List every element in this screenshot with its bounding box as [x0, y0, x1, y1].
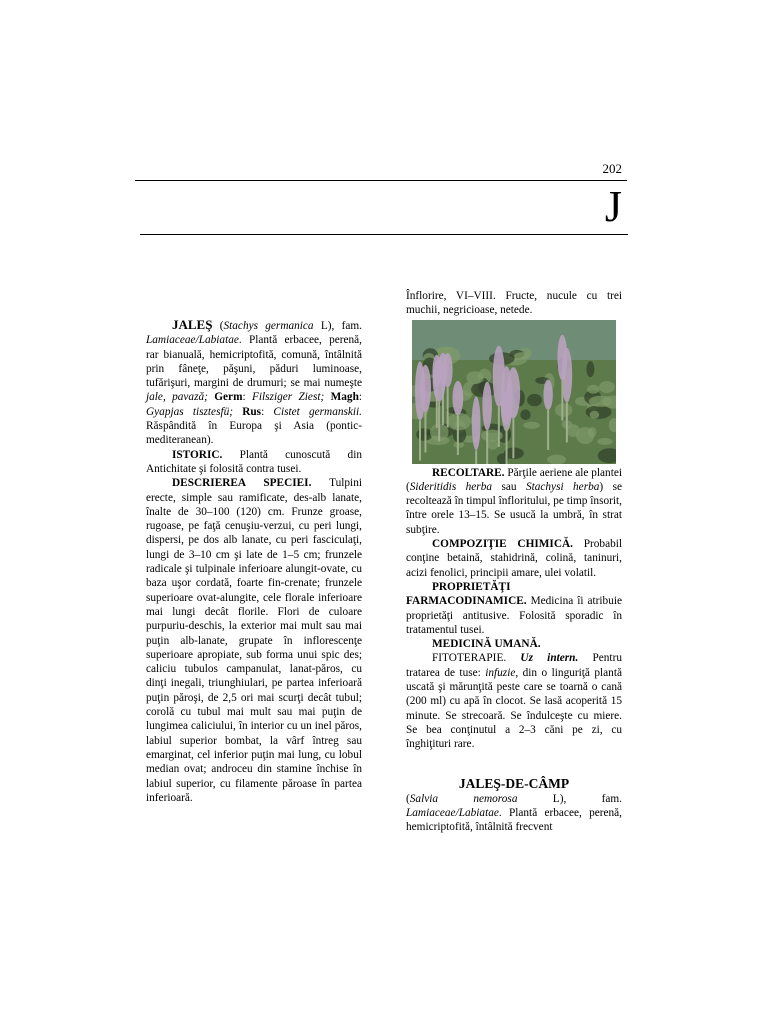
leaf-shape — [587, 384, 599, 393]
leaf-shape — [514, 352, 530, 360]
text-run: Filsziger Ziest; — [251, 391, 325, 404]
text-run: Lamiaceae/Labiatae — [146, 334, 239, 347]
istoric-heading: ISTORIC. — [172, 448, 223, 461]
text-run: : — [358, 391, 362, 404]
spike — [452, 381, 463, 415]
text-run: Salvia nemorosa — [409, 792, 518, 805]
entry-title-jales-de-camp: JALEŞ-DE-CÂMP — [458, 775, 570, 791]
text-run: . Plantă erbacee, perenă, hemicriptofită, întâlnită frecvent — [406, 806, 622, 834]
entry-jales-intro — [146, 318, 362, 448]
proprietati-heading-line1 — [406, 580, 622, 594]
compozitie-text: Probabil conţine betaină, stahidrină, colină, taninuri, acizi fenolici, principii amare, ulei volatil. — [406, 538, 623, 579]
entry2-runs — [406, 793, 622, 834]
leaf-shape — [487, 439, 498, 449]
spike — [557, 334, 567, 380]
leaf-shape — [597, 438, 612, 445]
entry-title-jales: JALEŞ — [172, 317, 213, 332]
section-letter: J — [604, 182, 622, 231]
text-run: Rus — [242, 405, 262, 418]
compozitie-heading: COMPOZIŢIE CHIMICĂ. — [432, 538, 573, 551]
leaf-shape — [576, 427, 594, 444]
spike — [420, 364, 431, 412]
header-rule-bottom — [140, 234, 628, 235]
spike — [543, 379, 552, 410]
spike — [433, 359, 446, 401]
recoltare-heading: RECOLTARE. — [432, 466, 505, 479]
text-run: Stachys germanica — [223, 320, 314, 332]
leaf-shape — [555, 403, 572, 416]
compozitie-paragraph — [406, 537, 622, 580]
page-number: 202 — [602, 161, 622, 176]
text-run: infuzie — [485, 666, 516, 679]
text-run: Magh — [330, 391, 359, 404]
proprietati-heading-1: PROPRIETĂŢI — [432, 580, 511, 593]
text-run: Răspândită în Europa şi Asia (pontic-mediteranean). — [146, 420, 362, 447]
text-run: Pentru tratarea de tuse: — [406, 652, 622, 679]
recoltare-paragraph — [406, 466, 622, 537]
text-run: , din o linguriţă plantă uscată şi mărunţită peste care se toarnă o cană (200 ml) cu apă în clocot. Se lasă acoperită 15 minute. Se strecoară. Se îndulceşte cu miere. Se bea conţinutul a 2–3 căni pe zi, cu înghiţituri rare. — [406, 666, 622, 751]
medicina-heading-paragraph — [406, 637, 622, 651]
text-run: sau — [492, 480, 526, 493]
text-run: . Plantă erbacee, perenă, rar bianuală, hemicriptofită, comună, întâlnită prin fâneţe, păşuni, păduri luminoase, tufărişuri, margini de drumuri; se mai numeşte — [146, 334, 362, 390]
descriere-text: Tulpini erecte, simple sau ramificate, des-alb lanate, înalte de 30–100 (120) cm. Frunze groase, rugoase, pe faţă cenuşiu-verzui, cu peri lungi, dispersi, pe dos alb lanate, cu peri fasciculaţi, lungi de 3–10 cm şi late de 1–5 cm; frunzele radicale şi tulpinale inferioare alungit-ovate, cu baza uşor cordată, foarte fin-crenate; frunzele superioare ovat-alungite, cele florale inferioare mai lungi decât florile. Flori de culoare purpuriu-deschis, la exterior mai mult sau mai puţin alb-lanate, grupate în inflorescenţe superioare apropiate, sub forma unui spic des; caliciu tubulos campanulat, lanat-păros, cu dinţi inegali, triunghiulari, pe partea inferioară puţin păroşi, de 2,5 ori mai scurţi decât tubul; corolă cu tubul mai mult sau mai puţin de lungimea caliciului, în interior cu un inel păros, labiul superior bombat, la vârf întreg sau emarginat, cel inferior puţin mai lung, cu lobul median ovat; androceu din stamine închise în labiul superior, cu filamente păroase în partea inferioară. — [146, 477, 362, 804]
entry-jales-runs — [146, 320, 362, 446]
leaf-shape — [590, 410, 600, 418]
leaf-shape — [520, 409, 530, 420]
text-run: ( — [212, 320, 224, 332]
leaf-shape — [589, 395, 613, 406]
medicina-heading: MEDICINĂ UMANĂ. — [432, 638, 541, 651]
text-run: ) se recoltează în timpul înfloritului, pe timp însorit, între orele 13–15. Se usucă la umbră, în strat subţire. — [406, 480, 622, 536]
uz-intern-label: Uz intern. — [520, 652, 579, 665]
text-run: L), fam. — [313, 320, 362, 332]
leaf-shape — [527, 393, 542, 405]
spike — [493, 345, 505, 406]
leaf-shape — [466, 371, 483, 384]
proprietati-text: Medicina îi atribuie proprietăţi antitusive. Folosită sporadic în tratamentul tusei. — [406, 595, 622, 636]
text-run: Cistet germanskii. — [273, 405, 363, 418]
text-run: jale, pavază; — [146, 391, 208, 404]
fitoterapie-paragraph — [406, 651, 622, 751]
text-run — [233, 406, 242, 418]
leaf-shape — [447, 412, 471, 429]
descriere-heading: DESCRIEREA SPECIEI. — [172, 477, 312, 490]
text-run: L), fam. — [517, 792, 622, 805]
fitoterapie-label: FITOTERAPIE. — [432, 652, 507, 665]
text-run: Stachysi herba — [525, 480, 600, 493]
proprietati-paragraph — [406, 594, 622, 637]
text-run: : — [261, 405, 274, 418]
text-run: Părţile aeriene ale plantei ( — [406, 466, 622, 493]
leaf-shape — [586, 405, 612, 419]
entry-jales-de-camp-intro — [406, 792, 622, 835]
text-run: Lamiaceae/Labiatae — [406, 806, 499, 819]
text-run: : — [242, 391, 252, 404]
left-column — [146, 318, 362, 805]
istoric-text: Plantă cunoscută din Antichitate şi folosită contra tusei. — [146, 448, 362, 475]
right-column — [406, 289, 622, 834]
leaf-shape — [436, 346, 455, 353]
spike — [472, 396, 481, 450]
header-rule-top — [135, 180, 627, 181]
text-run: Sideritidis herba — [409, 480, 493, 493]
proprietati-heading-2: FARMACODINAMICE. — [406, 595, 527, 608]
istoric-paragraph — [146, 448, 362, 477]
plant-photo-graphic — [412, 320, 616, 464]
leaf-shape — [599, 381, 615, 393]
leaf-shape — [586, 361, 594, 377]
fitoterapie-runs — [406, 652, 622, 750]
text-run: Gyapjas tisztesfü; — [146, 405, 234, 418]
text-run: Germ — [214, 391, 243, 404]
inflorire-text: Înflorire, VI–VIII. Fructe, nucule cu trei muchii, negricioase, netede. — [406, 290, 622, 317]
leaf-shape — [523, 421, 540, 428]
text-run: ( — [406, 792, 410, 805]
stachys-plant-photo — [412, 320, 616, 464]
descriere-paragraph — [146, 476, 362, 805]
spike — [482, 381, 492, 430]
